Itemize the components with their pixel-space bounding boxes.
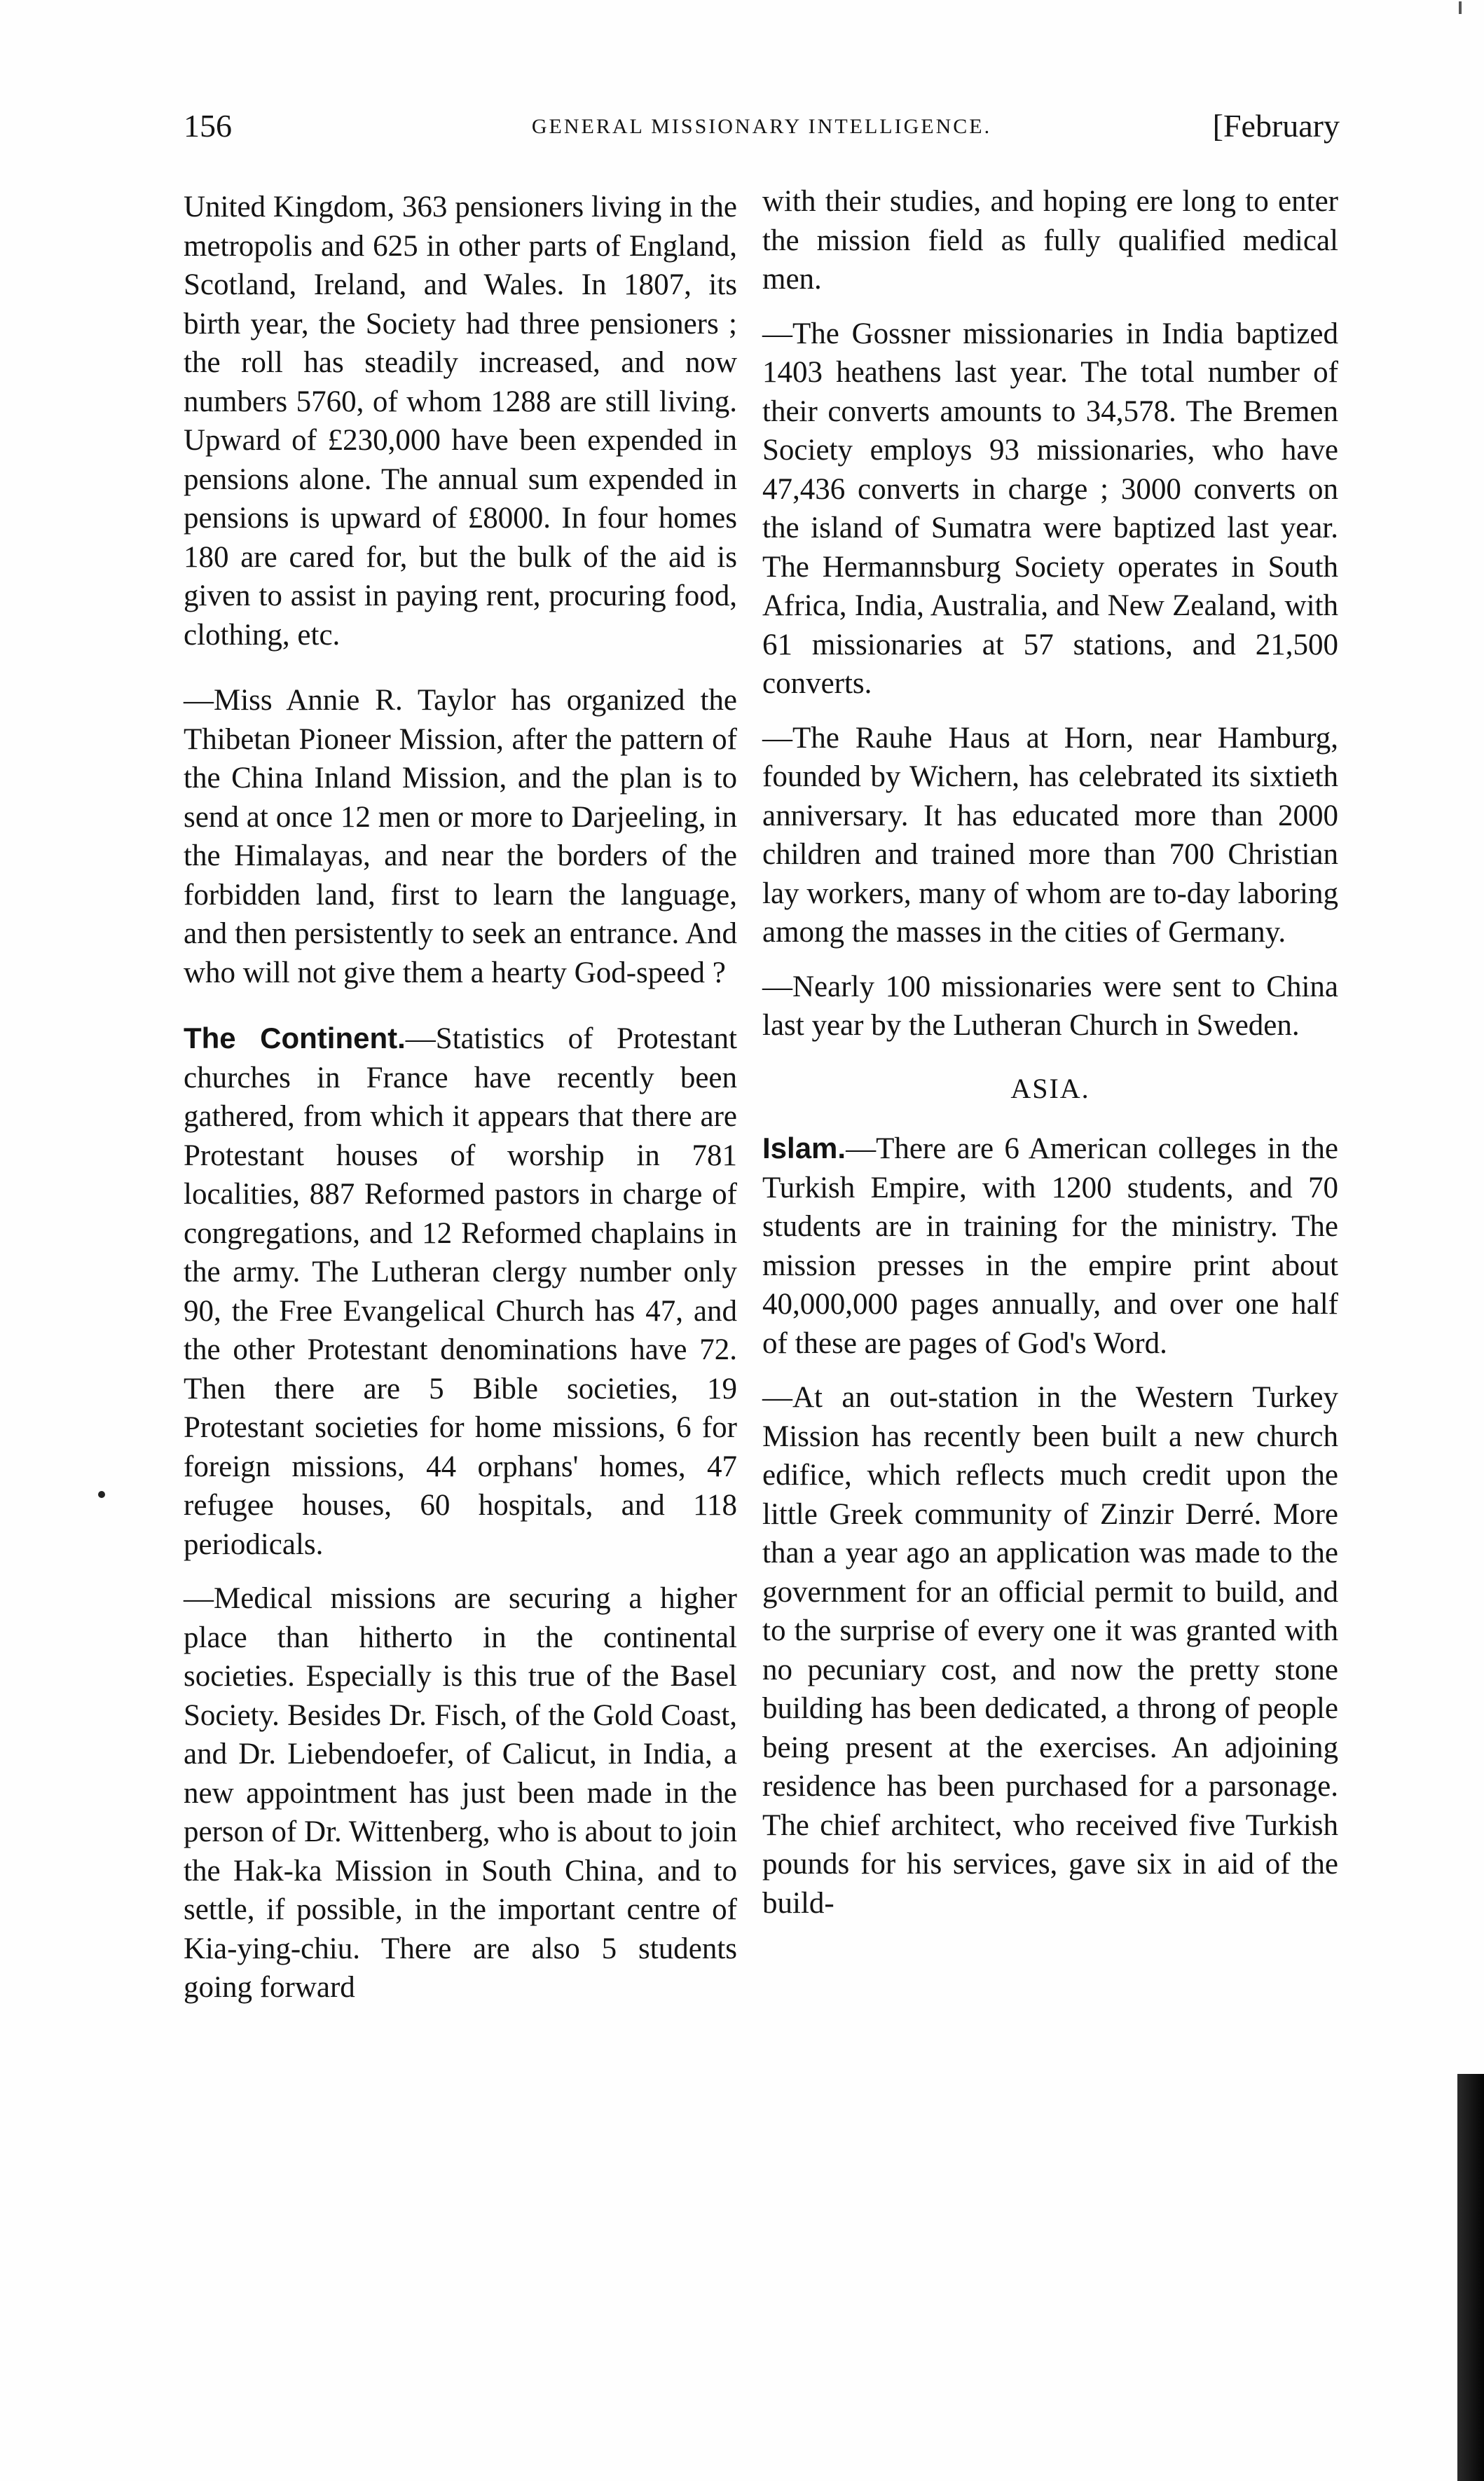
paragraph-thibetan-mission: —Miss Annie R. Taylor has organized the Thibetan Pioneer Mission, after the pattern of the China Inland Mission, and the plan is to send at once 12 men or more to Darjeeling, in the Himalayas, and near the borders of the forbidden land, first to learn the language, and then persistently to seek an entrance. And who will not give them a hearty God-speed ? [184,684,737,989]
paragraph-gossner-missionaries: —The Gossner missionaries in India baptized 1403 heathens last year. The total number of their converts amounts to 34,578. The Bremen Society employs 93 missionaries, who have 47,436 converts in charge ; 3000 converts on the island of Sumatra were baptized last year. The Hermannsburg Society operates in South Africa, India, Australia, and New Zealand, with 61 missionaries at 57 stations, and 21,500 converts. [762,317,1338,700]
left-column [184,188,737,2023]
continent-lead: The Continent. [184,1022,406,1054]
paragraph-islam [762,1129,1338,1363]
running-title: GENERAL MISSIONARY INTELLIGENCE. [531,115,992,138]
stray-ink-dot [98,1491,105,1498]
paragraph-continent [184,1019,737,1564]
paragraph-pension-society: United Kingdom, 363 pensioners living in the metropolis and 625 in other parts of England, Scotland, Ireland, and Wales. In 1807, its birth year, the Society had three pensioners ; the roll has steadily increased, and now numbers 5760, of whom 1288 are still living. Upward of £230,000 have been expended in pensions alone. The annual sum expended in pensions is upward of £8000. In four homes 180 are cared for, but the bulk of the aid is given to assist in paying rent, procuring food, clothing, etc. [184,191,737,652]
section-heading-asia: ASIA. [1010,1072,1090,1104]
paragraph-medical-continued: with their studies, and hoping ere long to enter the mission field as fully qualified medical men. [762,185,1338,296]
islam-lead: Islam. [762,1132,846,1164]
islam-text: —There are 6 American colleges in the Turkish Empire, with 1200 students, and 70 students are in training for the ministry. The mission presses in the empire print about 40,000,000 pages annually, and over one half of these are pages of God's Word. [762,1132,1338,1360]
page-header [184,105,1340,154]
right-column [762,182,1338,1938]
scan-edge-shadow [1457,2074,1484,2481]
paragraph-medical-missions: —Medical missions are securing a higher place than hitherto in the continental societies. Especially is this true of the Basel Society. Besides Dr. Fisch, of the Gold Coast, and Dr. Liebendoefer, of Calicut, in India, a new appointment has just been made in the person of Dr. Wittenberg, who is about to join the Hak-ka Mission in South China, and to settle, if possible, in the important centre of Kia-ying-chiu. There are also 5 students going forward [184,1582,737,2004]
paragraph-rauhe-haus: —The Rauhe Haus at Horn, near Hamburg, founded by Wichern, has celebrated its sixtieth anniversary. It has educated more than 2000 children and trained more than 700 Christian lay workers, many of whom are to-day laboring among the masses in the cities of Germany. [762,721,1338,949]
page-number: 156 [184,108,232,144]
issue-month: [February [1212,108,1340,144]
paragraph-western-turkey: —At an out-station in the Western Turkey Mission has recently been built a new church edifice, which reflects much credit upon the little Greek community of Zinzir Derré. More than a year ago an application was made to the government for an official permit to build, and to the surprise of every one it was granted with no pecuniary cost, and now the pretty stone building has been dedicated, a throng of people being present at the exercises. An adjoining residence has been purchased for a parsonage. The chief architect, who received five Turkish pounds for his services, gave six in aid of the build- [762,1381,1338,1920]
paragraph-lutheran-sweden: —Nearly 100 missionaries were sent to China last year by the Lutheran Church in Sweden. [762,970,1338,1042]
scan-corner-mark [1459,1,1462,14]
continent-text: —Statistics of Protestant churches in France have recently been gathered, from which it appears that there are Protestant houses of worship in 781 localities, 887 Reformed pastors in charge of congregations, and 12 Reformed chaplains in the army. The Lutheran clergy number only 90, the Free Evangelical Church has 47, and the other Protestant denominations have 72. Then there are 5 Bible societies, 19 Protestant societies for home missions, 6 for foreign missions, 44 orphans' homes, 47 refugee houses, 60 hospitals, and 118 periodicals. [184,1022,737,1561]
